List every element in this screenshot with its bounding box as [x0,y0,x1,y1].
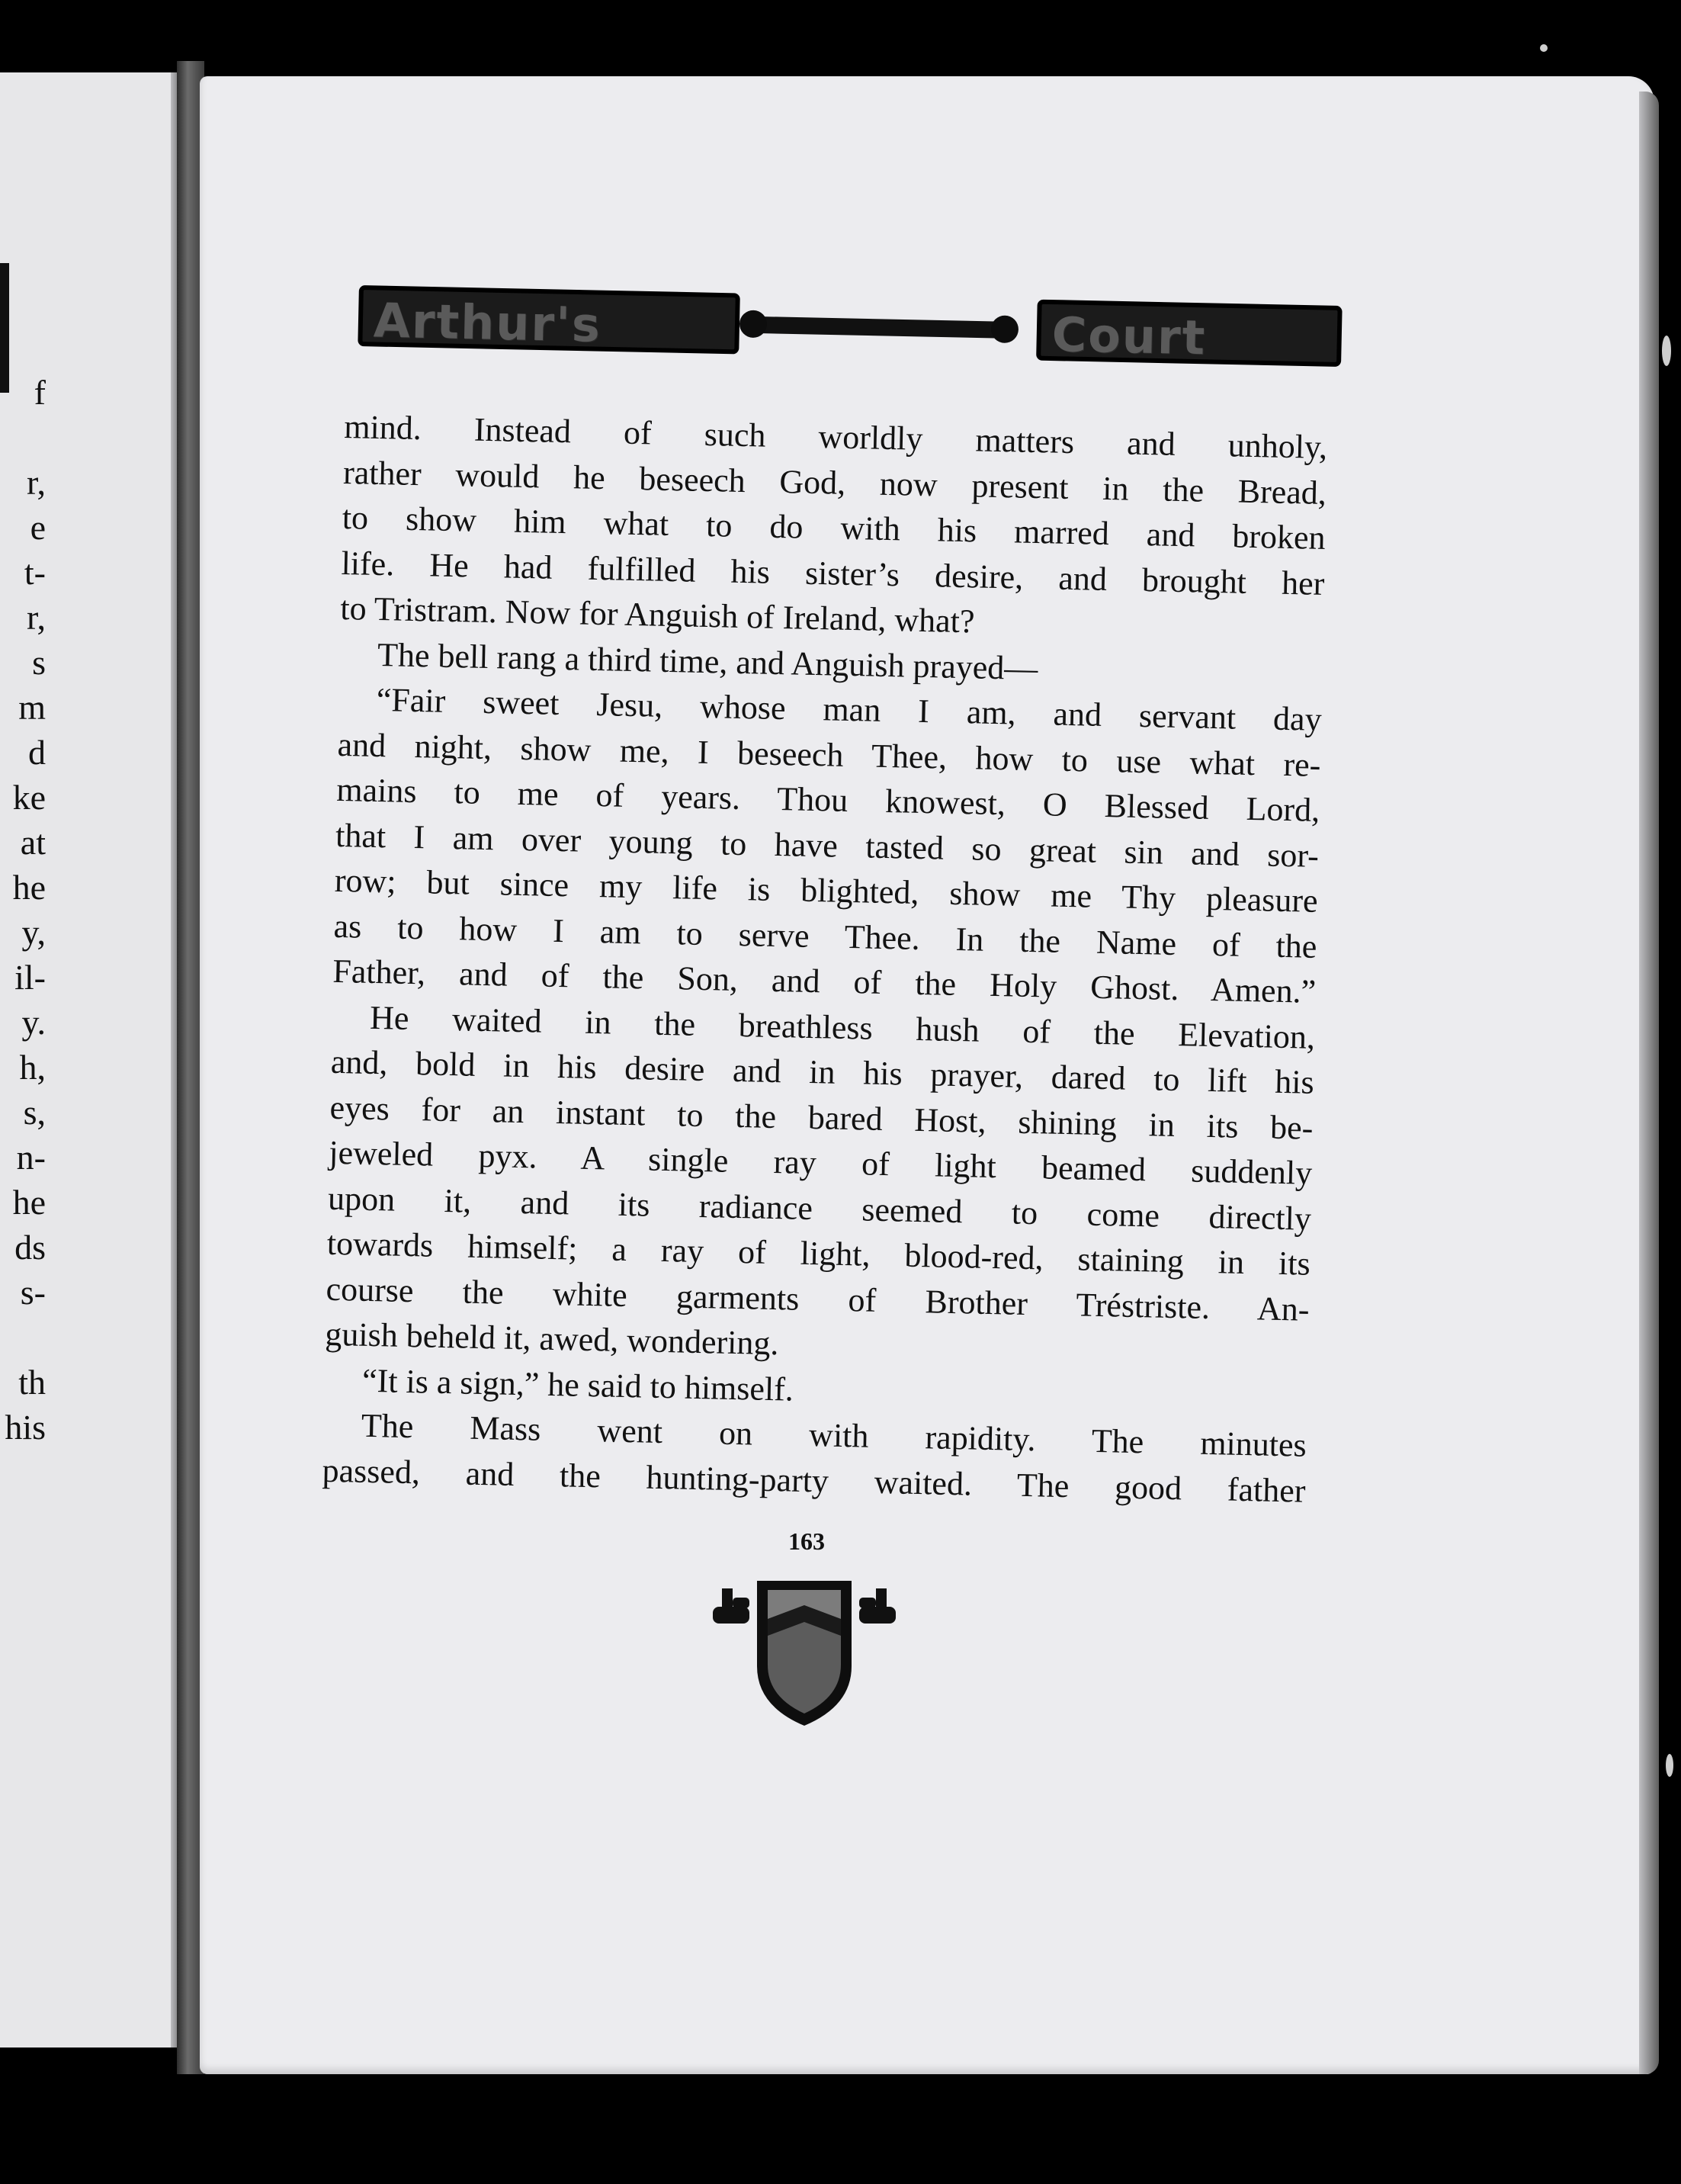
text-line: to show him what to do with his marred and broken [342,498,1327,557]
facing-fragment: y, [21,913,46,952]
text-line: course the white garments of Brother Tréstriste. An- [326,1270,1310,1328]
facing-fragment [0,415,46,460]
facing-fragment: s- [20,1273,46,1312]
text-line: to Tristram. Now for Anguish of Ireland, what? [339,589,975,641]
text-line: and night, show me, I beseech Thee, how to use what re- [337,725,1321,784]
scan-speckle [1540,44,1548,52]
text-line: He waited in the breathless hush of the Elevation, [369,998,1316,1056]
text-line: towards himself; a ray of light, blood-red, staining in its [326,1224,1311,1283]
text-line: guish beheld it, awed, wondering. [324,1315,779,1363]
body-text [322,404,1328,1514]
facing-fragment: r, [27,463,46,502]
facing-fragment: y. [21,1003,46,1042]
scan-speckle [1666,1754,1673,1777]
header-title-left: Arthur's [358,285,740,354]
text-line: passed, and the hunting-party waited. The good father [322,1451,1306,1510]
facing-fragment: ds [14,1228,46,1267]
facing-page-fragments [0,370,46,1450]
facing-fragment: e [30,508,46,547]
facing-fragment: r, [27,598,46,637]
text-line: that I am over young to have tasted so great sin and sor- [335,816,1320,875]
text-line: row; but since my life is blighted, show me Thy pleasure [334,861,1319,920]
facing-fragment [0,1315,46,1360]
text-line: Father, and of the Son, and of the Holy Ghost. Amen.” [332,952,1317,1010]
page-right-edge [1639,92,1659,2074]
scan-speckle [1662,336,1671,366]
facing-fragment: at [20,823,46,862]
text-line: mains to me of years. Thou knowest, O Blessed Lord, [335,770,1320,829]
facing-fragment: n- [16,1138,46,1177]
text-line: mind. Instead of such worldly matters and unholy, [343,407,1328,467]
facing-fragment: ke [12,778,46,817]
facing-fragment: his [5,1408,46,1447]
text-line: eyes for an instant to the bared Host, shining in its be- [329,1088,1314,1147]
facing-fragment: d [28,733,46,772]
facing-page [0,72,181,2048]
shield-ornament-icon [713,1575,896,1731]
text-line: The Mass went on with rapidity. The minutes [361,1406,1307,1464]
text-line: and, bold in his desire and in his prayer, dared to lift his [330,1042,1315,1101]
facing-fragment: t- [24,553,46,592]
text-line: as to how I am to serve Thee. In the Name of the [333,907,1317,965]
facing-fragment: f [34,373,46,412]
header-rule [746,316,1012,339]
facing-fragment: m [18,688,46,727]
text-line: life. He had fulfilled his sister’s desire, and brought her [341,544,1325,602]
facing-fragment: h, [19,1048,46,1087]
page-number: 163 [788,1527,825,1555]
facing-fragment: s [32,643,46,682]
text-line: rather would he beseech God, now present in the Bread, [342,453,1327,512]
facing-fragment: s, [23,1093,46,1132]
facing-fragment: he [12,868,46,907]
text-line: upon it, and its radiance seemed to come directly [327,1179,1312,1238]
header-title-right: Court [1036,300,1343,367]
text-line: “It is a sign,” he said to himself. [361,1361,794,1408]
facing-fragment: th [18,1363,46,1402]
facing-fragment: il- [14,958,46,997]
text-line: jeweled pyx. A single ray of light beamed suddenly [328,1133,1313,1192]
text-line: The bell rang a third time, and Anguish prayed— [377,635,1038,687]
text-line: “Fair sweet Jesu, whose man I am, and servant day [376,680,1323,738]
facing-fragment: he [12,1183,46,1222]
